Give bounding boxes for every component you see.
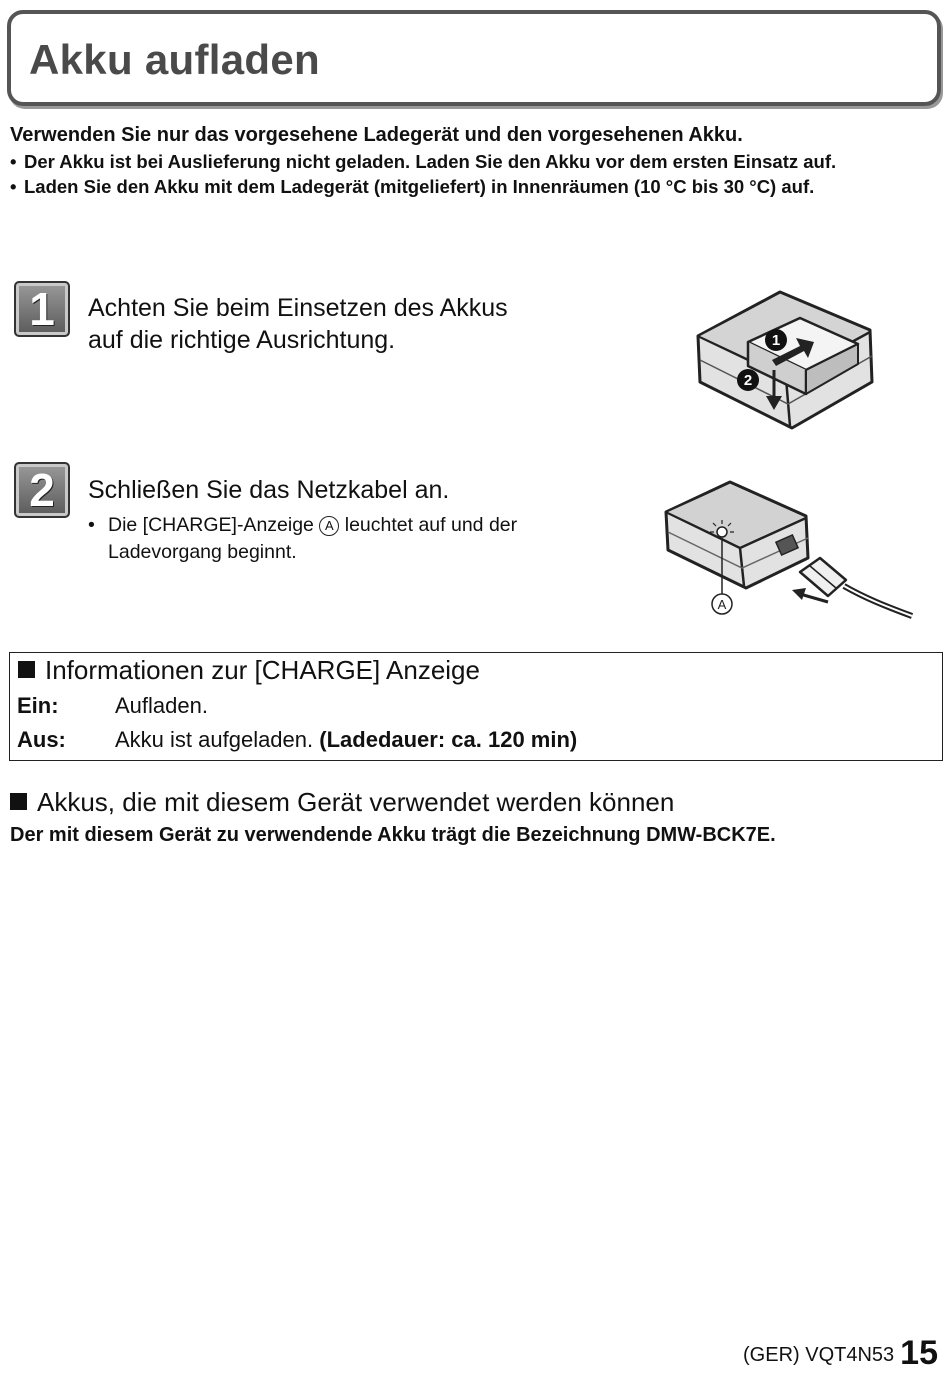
charge-indicator-marker: A bbox=[319, 516, 339, 536]
page-footer bbox=[743, 1334, 938, 1373]
charge-info-duration: (Ladedauer: ca. 120 min) bbox=[319, 727, 578, 752]
step-2-note bbox=[88, 512, 628, 566]
document-code: (GER) VQT4N53 bbox=[743, 1344, 895, 1366]
batteries-heading-text: Akkus, die mit diesem Gerät verwendet werden können bbox=[37, 787, 675, 817]
batteries-heading bbox=[10, 787, 674, 818]
charge-info-key: Aus: bbox=[17, 727, 66, 752]
charge-info-row bbox=[17, 727, 917, 755]
step-1-badge: 1 bbox=[14, 281, 70, 337]
intro-section bbox=[10, 124, 942, 199]
power-cord-illustration bbox=[660, 476, 920, 626]
intro-bullets bbox=[10, 149, 942, 199]
step-2-heading: Schließen Sie das Netzkabel an. bbox=[88, 476, 450, 504]
intro-bullet: • Der Akku ist bei Auslieferung nicht geladen. Laden Sie den Akku vor dem ersten Einsatz auf. bbox=[10, 149, 942, 174]
charge-info-value: Akku ist aufgeladen. bbox=[115, 727, 314, 752]
charge-info-heading bbox=[18, 655, 480, 686]
charge-info-key: Ein: bbox=[17, 693, 59, 718]
step-2-note-before: Die [CHARGE]-Anzeige bbox=[108, 514, 314, 536]
bullet-icon: • bbox=[88, 514, 95, 536]
batteries-text: Der mit diesem Gerät zu verwendende Akku trägt die Bezeichnung DMW-BCK7E. bbox=[10, 824, 776, 846]
charge-info-box bbox=[9, 652, 943, 761]
intro-lead: Verwenden Sie nur das vorgesehene Ladegerät und den vorgesehenen Akku. bbox=[10, 124, 743, 146]
charge-info-value: Aufladen. bbox=[115, 693, 208, 718]
charge-lamp-icon bbox=[717, 527, 727, 537]
svg-text:2: 2 bbox=[743, 372, 753, 389]
page-title: Akku aufladen bbox=[29, 36, 320, 83]
step-1-heading-line2: auf die richtige Ausrichtung. bbox=[88, 326, 396, 354]
title-box bbox=[7, 10, 941, 106]
charge-info-heading-text: Informationen zur [CHARGE] Anzeige bbox=[45, 655, 480, 685]
step-2-badge: 2 bbox=[14, 462, 70, 518]
step-2-note-after: leuchtet auf und der bbox=[344, 514, 518, 536]
intro-bullet: • Laden Sie den Akku mit dem Ladegerät (mitgeliefert) in Innenräumen (10 °C bis 30 °C) auf. bbox=[10, 174, 942, 199]
battery-insert-illustration bbox=[690, 286, 885, 436]
charge-info-value-wrap bbox=[115, 727, 577, 753]
square-bullet-icon bbox=[18, 661, 35, 678]
page-number: 15 bbox=[900, 1334, 938, 1372]
square-bullet-icon bbox=[10, 793, 27, 810]
svg-text:1: 1 bbox=[771, 332, 781, 349]
figure-label-a: A bbox=[717, 597, 727, 612]
step-2-note-line2: Ladevorgang beginnt. bbox=[108, 541, 297, 563]
step-1-heading bbox=[88, 292, 508, 356]
step-1-heading-line1: Achten Sie beim Einsetzen des Akkus bbox=[88, 294, 508, 322]
charge-info-row bbox=[17, 693, 917, 721]
